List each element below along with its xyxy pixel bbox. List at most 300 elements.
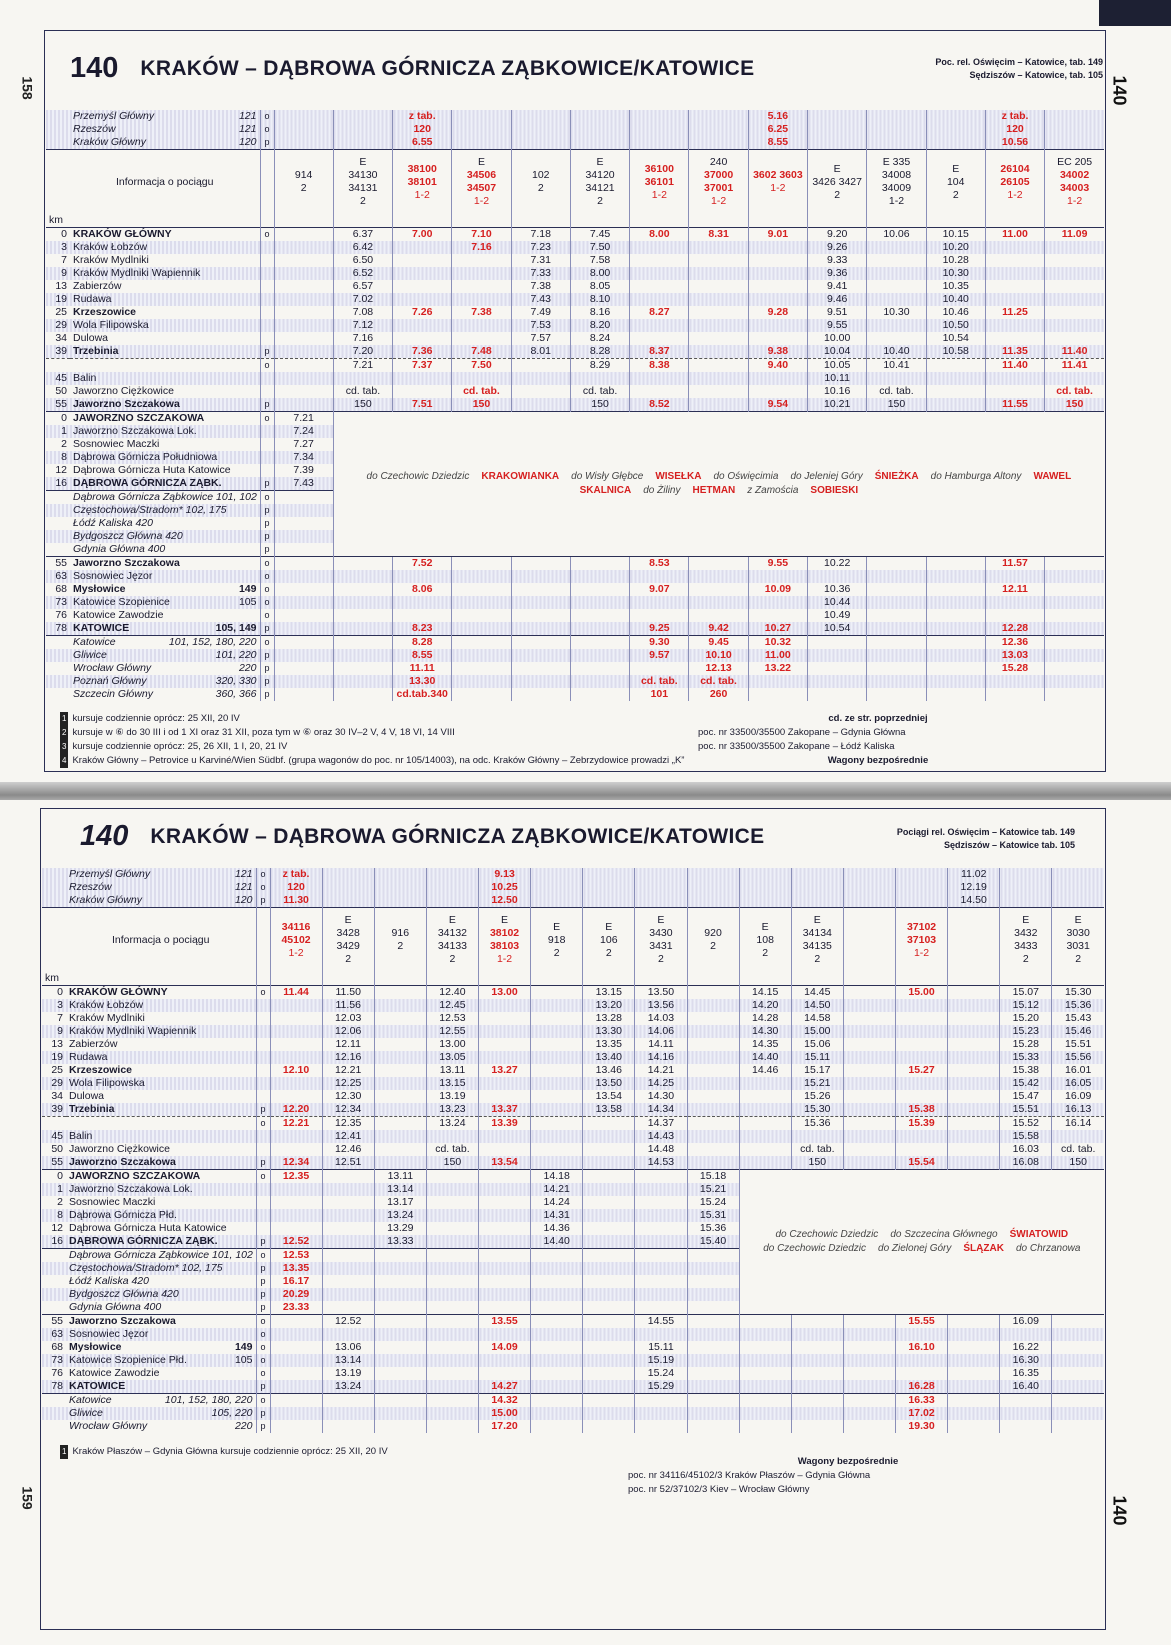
time-cell [274, 359, 333, 373]
km-cell [46, 688, 70, 701]
arr-dep-mark [260, 385, 274, 398]
km-cell: 25 [55, 306, 67, 318]
time-cell: 15.47 [1000, 1090, 1052, 1103]
footnote [60, 740, 700, 754]
station-name: Dąbrowa Górnicza Płd. [66, 1209, 256, 1222]
time-cell: 10.15 [926, 228, 985, 242]
time-cell [635, 1222, 687, 1235]
time-cell [374, 1103, 426, 1117]
station-name: Dulowa [69, 1090, 105, 1102]
time-cell [270, 1038, 322, 1051]
time-cell: 15.11 [791, 1051, 843, 1064]
time-cell: 10.56 [985, 136, 1044, 150]
time-cell [748, 267, 807, 280]
route-name: do Czechowic Dziedzic [775, 1229, 879, 1240]
time-cell [896, 1051, 948, 1064]
time-cell [374, 1420, 426, 1433]
time-cell [843, 894, 895, 908]
station-name: Katowice 101, 152, 180, 220 [70, 636, 260, 650]
time-cell [739, 881, 791, 894]
route-name: do Chrzanowa [1015, 1243, 1081, 1254]
time-cell: 7.21 [333, 359, 392, 373]
time-cell [583, 1407, 635, 1420]
train-info-a: E [605, 920, 613, 933]
time-cell: 13.23 [426, 1103, 478, 1117]
time-cell: 8.24 [570, 332, 629, 345]
time-cell [1052, 881, 1104, 894]
time-cell [1045, 241, 1104, 254]
table-number-tab: 140 [1109, 75, 1130, 106]
time-cell [274, 136, 333, 150]
station-row [42, 1380, 1104, 1394]
time-cell [426, 1315, 478, 1329]
train-info-a: E [553, 920, 561, 933]
time-cell [270, 972, 322, 986]
time-cell: 12.25 [322, 1077, 374, 1090]
page-number: 159 [19, 1486, 36, 1510]
time-cell: 9.30 [630, 636, 689, 650]
time-cell: 13.46 [583, 1064, 635, 1077]
train-info-a: E [344, 914, 352, 926]
train-number-cell [452, 150, 511, 215]
time-cell [948, 1156, 1000, 1170]
time-cell [511, 123, 570, 136]
time-cell [374, 1354, 426, 1367]
arr-dep-mark [256, 1025, 270, 1038]
time-cell [808, 636, 867, 650]
time-cell [1000, 894, 1052, 908]
time-cell: 16.10 [896, 1341, 948, 1354]
time-cell [583, 1262, 635, 1275]
note-line: poc. nr 33500/35500 Zakopane – Łódź Kaliska [698, 741, 895, 752]
time-cell [479, 1090, 531, 1103]
time-cell: 13.33 [374, 1235, 426, 1249]
station-row [42, 1117, 1104, 1131]
station-name: Mysłowice 149 [73, 583, 257, 595]
time-cell: z tab. [393, 110, 452, 123]
time-cell [274, 491, 333, 505]
time-cell [511, 110, 570, 123]
table-ref: 105, 220 [211, 1407, 253, 1419]
time-cell [739, 1394, 791, 1408]
train-number-cell [531, 908, 583, 973]
time-cell [1045, 372, 1104, 385]
time-cell [452, 609, 511, 622]
time-cell [270, 1130, 322, 1143]
route-name: ŚNIEŻKA [874, 471, 919, 482]
time-cell [926, 596, 985, 609]
train-number-cell [374, 908, 426, 973]
time-cell: 7.58 [570, 254, 629, 267]
route-name: KRAKOWIANKA [481, 471, 560, 482]
train-info-a: E [833, 162, 841, 175]
footnotes [60, 1445, 620, 1459]
time-cell [322, 1407, 374, 1420]
train-info-c: 1-2 [888, 195, 905, 207]
time-cell: 16.30 [1000, 1354, 1052, 1367]
note-line: poc. nr 33500/35500 Zakopane – Gdynia Główna [698, 727, 906, 738]
train-info-b: 37102 37103 [906, 920, 937, 946]
time-cell: 9.26 [808, 241, 867, 254]
arr-dep-mark [256, 1051, 270, 1064]
time-cell: 11.25 [985, 306, 1044, 319]
km-cell [46, 530, 70, 543]
time-cell: 13.19 [426, 1090, 478, 1103]
time-cell [739, 1420, 791, 1433]
time-cell [948, 1077, 1000, 1090]
time-cell: 9.38 [748, 345, 807, 359]
train-info-c: 1-2 [288, 946, 304, 959]
time-cell: 150 [791, 1156, 843, 1170]
time-cell [479, 1130, 531, 1143]
time-cell [333, 688, 392, 701]
station-row [42, 1012, 1104, 1025]
time-cell [689, 372, 748, 385]
table-ref: 149 [234, 1341, 253, 1353]
time-cell [511, 662, 570, 675]
station-name: JAWORZNO SZCZAKOWA [70, 412, 260, 426]
time-cell [1052, 972, 1104, 986]
time-cell [867, 649, 926, 662]
time-cell [1052, 1420, 1104, 1433]
time-cell [739, 894, 791, 908]
time-cell [635, 972, 687, 986]
time-cell: 7.33 [511, 267, 570, 280]
time-cell [511, 688, 570, 701]
time-cell: 7.57 [511, 332, 570, 345]
time-cell: 13.14 [374, 1183, 426, 1196]
time-cell [452, 583, 511, 596]
time-cell [479, 1143, 531, 1156]
time-cell [1045, 267, 1104, 280]
time-cell: 10.40 [926, 293, 985, 306]
time-cell: 150 [426, 1156, 478, 1170]
time-cell [748, 332, 807, 345]
time-cell: 15.38 [896, 1103, 948, 1117]
time-cell [583, 1117, 635, 1131]
time-cell [948, 1367, 1000, 1380]
time-cell [333, 214, 392, 228]
time-cell: 14.37 [635, 1117, 687, 1131]
time-cell [926, 688, 985, 701]
time-cell [583, 1209, 635, 1222]
time-cell: 15.38 [1000, 1064, 1052, 1077]
km-cell: 9 [42, 1025, 66, 1038]
note-line: poc. nr 52/37102/3 Kiev – Wrocław Główny [628, 1484, 810, 1495]
time-cell: 9.01 [748, 228, 807, 242]
arr-dep-mark: o [256, 1367, 270, 1380]
time-cell: 7.50 [570, 241, 629, 254]
time-cell [843, 1367, 895, 1380]
time-cell: z tab. [985, 110, 1044, 123]
station-name: Sosnowiec Jęzor [70, 570, 260, 583]
time-cell: 15.21 [687, 1183, 739, 1196]
time-cell [843, 1341, 895, 1354]
km-cell [42, 1249, 66, 1263]
time-cell [867, 123, 926, 136]
time-cell [570, 688, 629, 701]
time-cell: 13.39 [479, 1117, 531, 1131]
time-cell: 12.21 [322, 1064, 374, 1077]
time-cell: 10.10 [689, 649, 748, 662]
time-cell [274, 609, 333, 622]
time-cell [748, 596, 807, 609]
time-cell: 5.16 [748, 110, 807, 123]
arr-dep-mark [256, 1064, 270, 1077]
train-info-a: E [761, 920, 769, 933]
station-row [46, 332, 1104, 345]
time-cell [322, 894, 374, 908]
km-cell [46, 517, 70, 530]
time-cell: 12.10 [270, 1064, 322, 1077]
time-cell: 11.00 [748, 649, 807, 662]
time-cell: 15.28 [1000, 1038, 1052, 1051]
time-cell [926, 123, 985, 136]
time-cell [583, 1170, 635, 1184]
time-cell [948, 1025, 1000, 1038]
time-cell [333, 372, 392, 385]
station-name: Rzeszów 121 [66, 881, 256, 894]
arr-dep-mark [260, 306, 274, 319]
time-cell [426, 1354, 478, 1367]
time-cell [426, 894, 478, 908]
time-cell: 14.20 [739, 999, 791, 1012]
time-cell [1045, 306, 1104, 319]
time-cell: 9.41 [808, 280, 867, 293]
time-cell [843, 999, 895, 1012]
time-cell: 7.38 [452, 306, 511, 319]
time-cell: 10.46 [926, 306, 985, 319]
station-name: Sosnowiec Jęzor [66, 1328, 256, 1341]
km-cell [46, 504, 70, 517]
station-name: Katowice Szopienice Płd. 105 [66, 1354, 256, 1367]
station-row [46, 570, 1104, 583]
time-cell: 13.15 [583, 986, 635, 1000]
time-cell [985, 596, 1044, 609]
time-cell [1000, 1328, 1052, 1341]
time-cell [322, 1196, 374, 1209]
station-row [46, 319, 1104, 332]
km-cell [42, 1288, 66, 1301]
time-cell [452, 662, 511, 675]
time-cell: 15.18 [687, 1170, 739, 1184]
train-info-b: 34130 34131 [348, 169, 378, 194]
time-cell [426, 972, 478, 986]
time-cell [322, 972, 374, 986]
station-name: Łódź Kaliska 420 [69, 1275, 149, 1287]
time-cell [270, 1354, 322, 1367]
time-cell [479, 999, 531, 1012]
time-cell: cd.tab.340 [393, 688, 452, 701]
time-cell: 11.00 [985, 228, 1044, 242]
time-cell: 14.30 [635, 1090, 687, 1103]
time-cell [531, 1012, 583, 1025]
time-cell: 7.02 [333, 293, 392, 306]
time-cell: 8.10 [570, 293, 629, 306]
time-cell: 15.30 [1052, 986, 1104, 1000]
time-cell [985, 385, 1044, 398]
train-info-c: 1-2 [1066, 195, 1083, 207]
time-cell [511, 609, 570, 622]
time-cell [687, 1012, 739, 1025]
time-cell [583, 1367, 635, 1380]
time-cell: 8.20 [570, 319, 629, 332]
time-cell: 12.34 [322, 1103, 374, 1117]
time-cell [374, 1025, 426, 1038]
time-cell [689, 306, 748, 319]
time-cell [452, 332, 511, 345]
time-cell [274, 228, 333, 242]
time-cell [426, 1183, 478, 1196]
time-cell [689, 570, 748, 583]
time-cell [511, 214, 570, 228]
footnote-mark: 2 [60, 726, 68, 740]
time-cell: 10.21 [808, 398, 867, 412]
time-cell [426, 1275, 478, 1288]
time-cell [843, 1328, 895, 1341]
station-name: Jaworzno Szczakowa [70, 398, 260, 412]
time-cell [896, 1143, 948, 1156]
time-cell: 16.03 [1000, 1143, 1052, 1156]
time-cell: 14.25 [635, 1077, 687, 1090]
train-number-cell [739, 908, 791, 973]
station-name: Gdynia Główna 400 [69, 1301, 162, 1313]
time-cell [479, 1209, 531, 1222]
time-cell [926, 649, 985, 662]
time-cell [687, 999, 739, 1012]
notes-heading: cd. ze str. poprzedniej [828, 713, 928, 724]
time-cell [531, 1275, 583, 1288]
time-cell [393, 241, 452, 254]
station-name: Dąbrowa Górnicza Huta Katowice [69, 1222, 227, 1234]
time-cell [531, 1301, 583, 1315]
time-cell: 14.50 [948, 894, 1000, 908]
time-cell: 16.13 [1052, 1103, 1104, 1117]
time-cell: 20.29 [270, 1288, 322, 1301]
time-cell [1045, 110, 1104, 123]
time-cell: 14.27 [479, 1380, 531, 1394]
time-cell [322, 1301, 374, 1315]
timetable-table [42, 868, 1104, 1433]
time-cell: 23.33 [270, 1301, 322, 1315]
time-cell [479, 1196, 531, 1209]
footnote-mark: 4 [60, 754, 68, 768]
time-cell: 150 [867, 398, 926, 412]
time-cell [867, 372, 926, 385]
km-cell [46, 636, 70, 650]
time-cell: 15.52 [1000, 1117, 1052, 1131]
time-cell: 7.12 [333, 319, 392, 332]
time-cell: 13.40 [583, 1051, 635, 1064]
time-cell [867, 570, 926, 583]
time-cell [630, 570, 689, 583]
time-cell [274, 688, 333, 701]
station-name: Kraków Łobzów [70, 241, 260, 254]
train-info-b: 3030 3031 [1066, 927, 1090, 952]
time-cell [687, 1130, 739, 1143]
train-info-a: E [448, 914, 456, 926]
km-cell: 2 [57, 1196, 63, 1208]
time-cell [739, 1156, 791, 1170]
station-row [46, 688, 1104, 701]
time-cell [948, 1380, 1000, 1394]
time-cell [739, 1077, 791, 1090]
time-cell: 9.42 [689, 622, 748, 636]
time-cell [739, 1090, 791, 1103]
time-cell: 14.43 [635, 1130, 687, 1143]
time-cell [393, 596, 452, 609]
station-name: Jaworzno Szczakowa Lok. [70, 425, 260, 438]
time-cell [843, 1420, 895, 1433]
station-name: Kraków Mydlniki Wapiennik [70, 267, 260, 280]
km-cell: 73 [46, 596, 70, 609]
time-cell [333, 136, 392, 150]
station-row [42, 1077, 1104, 1090]
time-cell: 14.45 [791, 986, 843, 1000]
train-info-c: 1-2 [711, 195, 727, 207]
train-number-cell [635, 908, 687, 973]
train-info-a: E [1074, 914, 1082, 926]
arr-dep-mark [260, 319, 274, 332]
time-cell [630, 372, 689, 385]
time-cell [531, 1130, 583, 1143]
station-name: Dąbrowa Górnicza Huta Katowice [73, 464, 231, 476]
arr-dep-mark: p [256, 1262, 270, 1275]
train-number-cell [843, 908, 895, 973]
time-cell [374, 1012, 426, 1025]
km-cell: 16 [46, 477, 70, 491]
time-cell: 10.06 [867, 228, 926, 242]
table-ref: 220 [234, 1420, 253, 1432]
time-cell [808, 688, 867, 701]
time-cell [452, 372, 511, 385]
time-cell: 15.06 [791, 1038, 843, 1051]
time-cell [322, 1183, 374, 1196]
time-cell [531, 1156, 583, 1170]
time-cell [333, 675, 392, 688]
time-cell [333, 596, 392, 609]
train-info-b: 34116 45102 [281, 920, 311, 946]
time-cell [393, 385, 452, 398]
arr-dep-mark: p [256, 1420, 270, 1433]
train-info-a: E [952, 162, 960, 175]
time-cell [479, 1183, 531, 1196]
time-cell: cd. tab. [867, 385, 926, 398]
time-cell [739, 1341, 791, 1354]
time-cell: cd. tab. [791, 1143, 843, 1156]
time-cell: 12.16 [322, 1051, 374, 1064]
time-cell: cd. tab. [570, 385, 629, 398]
km-cell [42, 894, 66, 908]
arr-dep-mark [256, 908, 270, 973]
time-cell [570, 557, 629, 571]
train-number-cell [867, 150, 926, 215]
arr-dep-mark [256, 1090, 270, 1103]
time-cell [374, 1077, 426, 1090]
train-info-row [42, 908, 1104, 973]
time-cell: 16.28 [896, 1380, 948, 1394]
time-cell [689, 280, 748, 293]
time-cell [452, 649, 511, 662]
time-cell [479, 1262, 531, 1275]
km-cell [46, 136, 70, 150]
station-name: Jaworzno Szczakowa Lok. [66, 1183, 256, 1196]
time-cell [748, 280, 807, 293]
time-cell: 7.31 [511, 254, 570, 267]
time-cell [583, 881, 635, 894]
time-cell [948, 1420, 1000, 1433]
time-cell [270, 1077, 322, 1090]
